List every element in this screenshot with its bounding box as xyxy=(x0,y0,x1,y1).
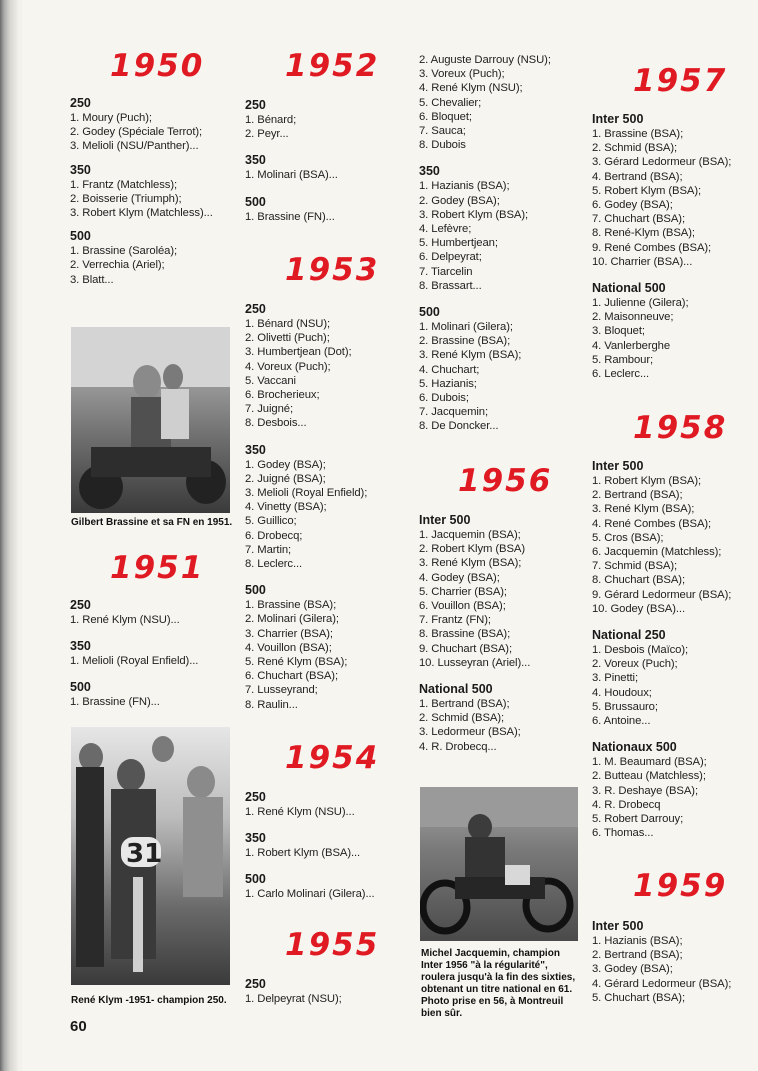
result-line: 1. Bertrand (BSA); xyxy=(419,698,510,711)
result-line: 3. Melioli (Royal Enfield); xyxy=(245,487,368,500)
result-line: 8. De Doncker... xyxy=(419,420,499,433)
caption-jacquemin: Michel Jacquemin, champion Inter 1956 "à la régularité", roulera jusqu'à la fin des sixties, obtenant un titre national en 61. Photo prise en 56, à Montreuil bien sûr. xyxy=(421,948,576,1019)
result-line: 4. Vinetty (BSA); xyxy=(245,501,327,514)
year-1952: 1952 xyxy=(285,48,380,84)
result-line: 1. Julienne (Gilera); xyxy=(592,297,689,310)
category-nationaux-500: Nationaux 500 xyxy=(592,740,677,755)
result-line: 7. Martin; xyxy=(245,543,292,556)
result-line: 1. Jacquemin (BSA); xyxy=(419,529,521,541)
results-list xyxy=(245,846,415,860)
result-line: 6. Chuchart (BSA); xyxy=(245,670,339,683)
section-1955-continued xyxy=(419,53,589,434)
results-list xyxy=(245,210,405,224)
result-line: 3. René Klym (BSA); xyxy=(592,503,695,516)
category-500: 500 xyxy=(70,229,91,244)
result-line: 4. Chuchart; xyxy=(419,363,480,376)
result-line: 6. Godey (BSA); xyxy=(592,199,673,212)
result-line: 3. Robert Klym (BSA); xyxy=(419,208,529,221)
result-line: 2. Butteau (Matchless); xyxy=(592,770,706,783)
result-line: 1. Bénard (NSU); xyxy=(245,318,331,330)
result-line: 5. Humbertjean; xyxy=(419,237,498,250)
results-list xyxy=(419,179,589,293)
result-line: 5. Vaccani xyxy=(245,374,296,387)
result-line: 1. Robert Klym (BSA)... xyxy=(245,847,361,860)
results-list xyxy=(419,320,589,434)
result-line: 3. Humbertjean (Dot); xyxy=(245,346,352,359)
result-line: 3. Melioli (NSU/Panther)... xyxy=(70,140,199,153)
results-list xyxy=(592,934,752,1005)
section-1950 xyxy=(70,96,230,287)
result-line: 9. Gérard Ledormeur (BSA); xyxy=(592,588,732,601)
result-line: 7. Frantz (FN); xyxy=(419,614,491,627)
result-line: 1. Hazianis (BSA); xyxy=(592,935,683,947)
result-line: 8. Chuchart (BSA); xyxy=(592,574,686,587)
result-line: 4. René Klym (NSU); xyxy=(419,82,523,95)
category-350: 350 xyxy=(245,442,266,457)
result-line: 1. Bénard; xyxy=(245,114,297,126)
result-line: 4. Gérard Ledormeur (BSA); xyxy=(592,977,732,990)
category-350: 350 xyxy=(70,162,91,177)
section-1954 xyxy=(245,790,415,902)
result-line: 3. Blatt... xyxy=(70,273,114,286)
result-line: 10. Charrier (BSA)... xyxy=(592,255,693,268)
result-line: 4. Vouillon (BSA); xyxy=(245,641,332,654)
result-line: 3. Pinetti; xyxy=(592,672,638,685)
results-list xyxy=(70,244,230,287)
result-line: 2. Juigné (BSA); xyxy=(245,472,326,485)
section-1955 xyxy=(245,977,415,1006)
result-line: 5. René Klym (BSA); xyxy=(245,656,348,669)
result-line: 5. Chuchart (BSA); xyxy=(592,991,686,1004)
result-line: 5. Robert Klym (BSA); xyxy=(592,184,702,197)
result-line: 1. Brassine (Saroléa); xyxy=(70,245,178,258)
results-list xyxy=(592,474,752,616)
result-line: 2. Peyr... xyxy=(245,128,289,141)
result-line: 1. Brassine (BSA); xyxy=(245,599,337,612)
result-line: 1. Melioli (Royal Enfield)... xyxy=(70,655,199,668)
result-line: 1. Robert Klym (BSA); xyxy=(592,475,702,487)
section-1959 xyxy=(592,919,752,1005)
result-line: 4. Bertrand (BSA); xyxy=(592,170,683,183)
results-list xyxy=(245,113,405,141)
photo-brassine-fn xyxy=(71,327,230,513)
category-inter-500: Inter 500 xyxy=(419,513,471,527)
category-500: 500 xyxy=(245,872,266,887)
result-line: 6. Antoine... xyxy=(592,715,651,728)
result-line: 5. Hazianis; xyxy=(419,377,477,390)
year-1950: 1950 xyxy=(110,48,205,84)
section-1953 xyxy=(245,302,415,712)
result-line: 7. Juigné; xyxy=(245,403,293,416)
result-line: 3. Bloquet; xyxy=(592,325,645,338)
category-national-250: National 250 xyxy=(592,628,666,643)
page-binding xyxy=(0,0,18,1071)
result-line: 4. Vanlerberghe xyxy=(592,339,671,352)
result-line: 2. Voreux (Puch); xyxy=(592,658,678,671)
result-line: 1. René Klym (NSU)... xyxy=(70,614,180,626)
result-line: 3. Gérard Ledormeur (BSA); xyxy=(592,156,732,169)
result-line: 2. Godey (BSA); xyxy=(419,194,500,207)
result-line: 8. Desbois... xyxy=(245,417,307,430)
category-inter-500: Inter 500 xyxy=(592,919,644,933)
result-line: 2. Olivetti (Puch); xyxy=(245,332,330,345)
year-1956: 1956 xyxy=(458,463,553,499)
category-350: 350 xyxy=(70,639,91,654)
results-list xyxy=(70,695,230,709)
category-350: 350 xyxy=(245,153,266,168)
result-line: 4. Voreux (Puch); xyxy=(245,360,331,373)
result-line: 6. Jacquemin (Matchless); xyxy=(592,546,722,559)
photo-rene-klym xyxy=(71,727,230,985)
result-line: 2. Auguste Darrouy (NSU); xyxy=(419,54,551,66)
result-line: 10. Lusseyran (Ariel)... xyxy=(419,656,531,669)
result-line: 2. Robert Klym (BSA) xyxy=(419,543,525,556)
result-line: 7. Jacquemin; xyxy=(419,406,489,419)
result-line: 2. Molinari (Gilera); xyxy=(245,613,339,626)
page-number: 60 xyxy=(70,1018,87,1035)
result-line: 1. Brassine (BSA); xyxy=(592,128,684,140)
result-line: 2. Maisonneuve; xyxy=(592,311,674,324)
category-250: 250 xyxy=(245,790,266,804)
result-line: 2. Verrechia (Ariel); xyxy=(70,259,165,272)
results-list xyxy=(245,168,405,182)
result-line: 5. Rambour; xyxy=(592,353,654,366)
result-line: 7. Chuchart (BSA); xyxy=(592,213,686,226)
category-inter-500: Inter 500 xyxy=(592,459,644,473)
result-line: 2. Bertrand (BSA); xyxy=(592,489,683,502)
result-line: 6. Thomas... xyxy=(592,827,654,840)
result-line: 3. Ledormeur (BSA); xyxy=(419,726,521,739)
category-500: 500 xyxy=(245,194,266,209)
results-list xyxy=(592,296,752,381)
year-1955: 1955 xyxy=(285,927,380,963)
results-list xyxy=(245,887,415,901)
result-line: 6. Brocherieux; xyxy=(245,389,320,402)
result-line: 5. Cros (BSA); xyxy=(592,531,664,544)
results-list xyxy=(245,598,415,712)
result-line: 3. R. Deshaye (BSA); xyxy=(592,784,698,797)
section-1956 xyxy=(419,513,589,754)
result-line: 1. Hazianis (BSA); xyxy=(419,180,510,193)
result-line: 3. Robert Klym (Matchless)... xyxy=(70,207,213,220)
year-1951: 1951 xyxy=(110,550,205,586)
results-list xyxy=(245,458,415,572)
result-line: 5. Brussauro; xyxy=(592,700,658,713)
result-line: 4. Lefèvre; xyxy=(419,223,472,236)
result-line: 8. René-Klym (BSA); xyxy=(592,227,695,240)
result-line: 9. Chuchart (BSA); xyxy=(419,642,513,655)
result-line: 6. Bloquet; xyxy=(419,110,472,123)
photo-jacquemin xyxy=(420,787,578,941)
result-line: 6. Vouillon (BSA); xyxy=(419,600,506,613)
section-1957 xyxy=(592,112,752,381)
result-line: 4. Houdoux; xyxy=(592,686,652,699)
result-line: 3. Voreux (Puch); xyxy=(419,68,505,81)
result-line: 5. Robert Darrouy; xyxy=(592,813,684,826)
section-1952 xyxy=(245,98,405,224)
result-line: 5. Guillico; xyxy=(245,515,297,528)
results-list xyxy=(245,805,415,819)
results-list xyxy=(419,697,589,754)
category-250: 250 xyxy=(245,302,266,316)
result-line: 1. Moury (Puch); xyxy=(70,112,152,124)
result-line: 2. Bertrand (BSA); xyxy=(592,949,683,962)
category-250: 250 xyxy=(245,977,266,991)
results-list xyxy=(70,178,230,221)
result-line: 5. Charrier (BSA); xyxy=(419,585,507,598)
category-250: 250 xyxy=(70,96,91,110)
section-1951 xyxy=(70,598,230,710)
result-line: 7. Lusseyrand; xyxy=(245,684,318,697)
year-1959: 1959 xyxy=(633,868,728,904)
results-list xyxy=(592,755,752,840)
result-line: 4. Godey (BSA); xyxy=(419,571,500,584)
caption-rene-klym: René Klym -1951- champion 250. xyxy=(71,995,227,1006)
result-line: 1. René Klym (NSU)... xyxy=(245,806,355,818)
result-line: 3. René Klym (BSA); xyxy=(419,557,522,570)
result-line: 8. Raulin... xyxy=(245,698,298,711)
result-line: 1. Brassine (FN)... xyxy=(70,696,160,709)
result-line: 6. Dubois; xyxy=(419,392,469,405)
result-line: 2. Schmid (BSA); xyxy=(592,142,678,155)
result-line: 2. Boisserie (Triumph); xyxy=(70,192,182,205)
result-line: 1. Desbois (Maïco); xyxy=(592,644,689,657)
year-1954: 1954 xyxy=(285,740,380,776)
results-list xyxy=(592,643,752,728)
result-line: 1. Godey (BSA); xyxy=(245,458,326,471)
section-1958 xyxy=(592,459,752,840)
result-line: 7. Schmid (BSA); xyxy=(592,560,678,573)
result-line: 1. Carlo Molinari (Gilera)... xyxy=(245,888,375,901)
result-line: 7. Sauca; xyxy=(419,125,466,138)
result-line: 8. Dubois xyxy=(419,139,466,152)
result-line: 1. Frantz (Matchless); xyxy=(70,178,178,191)
category-500: 500 xyxy=(70,680,91,695)
result-line: 3. Charrier (BSA); xyxy=(245,627,333,640)
result-line: 8. Leclerc... xyxy=(245,558,303,571)
category-national-500: National 500 xyxy=(419,682,493,697)
results-list xyxy=(419,53,589,152)
results-list xyxy=(419,528,589,670)
result-line: 6. Delpeyrat; xyxy=(419,251,482,264)
year-1958: 1958 xyxy=(633,410,728,446)
category-national-500: National 500 xyxy=(592,281,666,296)
result-line: 4. R. Drobecq xyxy=(592,798,661,811)
results-list xyxy=(70,613,230,627)
result-line: 1. Delpeyrat (NSU); xyxy=(245,993,342,1005)
result-line: 1. Molinari (Gilera); xyxy=(419,321,513,334)
result-line: 4. René Combes (BSA); xyxy=(592,517,712,530)
result-line: 3. René Klym (BSA); xyxy=(419,349,522,362)
results-list xyxy=(70,654,230,668)
result-line: 8. Brassine (BSA); xyxy=(419,628,511,641)
result-line: 9. René Combes (BSA); xyxy=(592,241,712,254)
category-250: 250 xyxy=(245,98,266,112)
result-line: 8. Brassart... xyxy=(419,279,482,292)
result-line: 7. Tiarcelin xyxy=(419,265,473,278)
results-list xyxy=(245,992,415,1006)
result-line: 1. Brassine (FN)... xyxy=(245,210,335,223)
category-500: 500 xyxy=(419,305,440,320)
result-line: 4. R. Drobecq... xyxy=(419,740,497,753)
result-line: 5. Chevalier; xyxy=(419,96,482,109)
category-250: 250 xyxy=(70,598,91,612)
category-500: 500 xyxy=(245,583,266,598)
results-list xyxy=(70,111,230,154)
result-line: 2. Brassine (BSA); xyxy=(419,335,511,348)
year-1957: 1957 xyxy=(633,63,728,99)
result-line: 10. Godey (BSA)... xyxy=(592,602,686,615)
year-1953: 1953 xyxy=(285,252,380,288)
results-list xyxy=(592,127,752,269)
category-inter-500: Inter 500 xyxy=(592,112,644,126)
result-line: 3. Godey (BSA); xyxy=(592,963,673,976)
category-350: 350 xyxy=(419,164,440,179)
caption-brassine: Gilbert Brassine et sa FN en 1951. xyxy=(71,517,233,528)
result-line: 6. Leclerc... xyxy=(592,368,650,381)
result-line: 1. Molinari (BSA)... xyxy=(245,169,338,182)
result-line: 1. M. Beaumard (BSA); xyxy=(592,756,707,769)
results-list xyxy=(245,317,415,431)
result-line: 6. Drobecq; xyxy=(245,529,303,542)
result-line: 2. Godey (Spéciale Terrot); xyxy=(70,126,203,139)
result-line: 2. Schmid (BSA); xyxy=(419,712,505,725)
category-350: 350 xyxy=(245,831,266,846)
svg-text:31: 31 xyxy=(126,839,163,869)
